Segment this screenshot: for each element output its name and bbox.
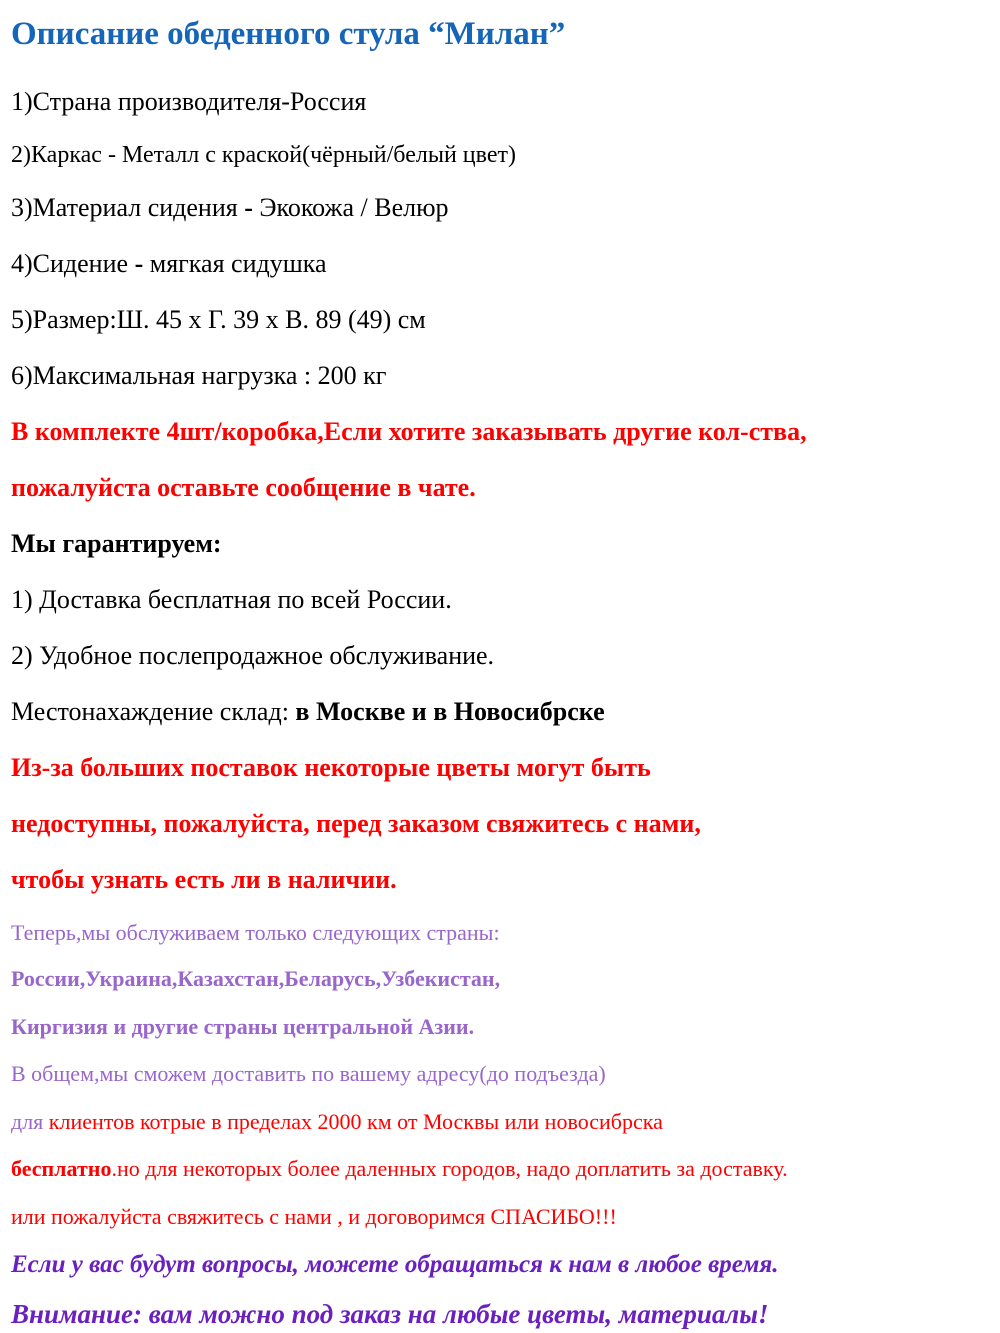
warehouse-label: Местонахаждение склад: (11, 697, 296, 726)
spec-frame: 2)Каркас - Металл с краской(чёрный/белый цвет) (11, 142, 516, 168)
countries-intro: Теперь,мы обслуживаем только следующих страны: (11, 920, 500, 945)
availability-notice-line3: чтобы узнать есть ли в наличии. (11, 865, 397, 894)
page-title: Описание обеденного стула “Милан” (11, 16, 566, 52)
delivery-line2 (11, 1111, 663, 1133)
countries-list-line1: России,Украина,Казахстан,Беларусь,Узбекистан, (11, 966, 501, 991)
delivery-line3 (11, 1158, 788, 1180)
spec-seat-value: мягкая сидушка (143, 249, 327, 278)
guarantee-heading: Мы гарантируем: (11, 529, 222, 558)
attention-note: Внимание: вам можно под заказ на любые цветы, материалы! (11, 1299, 769, 1329)
questions-note: Если у вас будут вопросы, можете обращаться к нам в любое время. (11, 1251, 779, 1278)
delivery-line3-rest: .но для некоторых более даленных городов, надо доплатить за доставку. (111, 1156, 788, 1181)
delivery-free-label: бесплатно (11, 1156, 112, 1181)
spec-seat-dash: - (134, 249, 144, 278)
availability-notice-line1: Из-за больших поставок некоторые цветы могут быть (11, 753, 651, 782)
spec-seat-material (11, 195, 449, 221)
delivery-line2-rest: клиентов котрые в пределах 2000 км от Москвы или новосибрска (48, 1109, 663, 1134)
countries-list-line2: Киргизия и другие страны центральной Азии. (11, 1014, 475, 1039)
spec-size: 5)Размер:Ш. 45 х Г. 39 х В. 89 (49) см (11, 305, 426, 334)
spec-country: 1)Страна производителя-Россия (11, 87, 367, 116)
spec-seat (11, 251, 327, 277)
spec-max-load: 6)Максимальная нагрузка : 200 кг (11, 361, 387, 390)
warehouse-value: в Москве и в Новосибрске (295, 697, 605, 726)
delivery-line4 (11, 1206, 617, 1228)
delivery-line1: В общем,мы сможем доставить по вашему адресу(до подъезда) (11, 1061, 606, 1086)
package-notice-line1: В комплекте 4шт/коробка,Если хотите заказывать другие кол-ства, (11, 417, 807, 446)
spec-seat-material-value: Экокожа / Велюр (252, 193, 449, 222)
availability-notice-line2: недоступны, пожалуйста, перед заказом свяжитесь с нами, (11, 809, 701, 838)
delivery-line4-text: или пожалуйста свяжитесь с нами , и договоримся СПАСИБО!!! (11, 1204, 617, 1229)
delivery-line2-prefix: для (11, 1109, 49, 1134)
guarantee-item-service: 2) Удобное послепродажное обслуживание. (11, 641, 495, 670)
spec-seat-label: 4)Сидение (11, 249, 135, 278)
guarantee-item-delivery: 1) Доставка бесплатная по всей России. (11, 585, 452, 614)
spec-seat-material-label: 3)Материал сидения (11, 193, 245, 222)
package-notice-line2: пожалуйста оставьте сообщение в чате. (11, 473, 476, 502)
warehouse-location (11, 699, 605, 725)
spec-seat-material-dash: - (244, 193, 253, 222)
